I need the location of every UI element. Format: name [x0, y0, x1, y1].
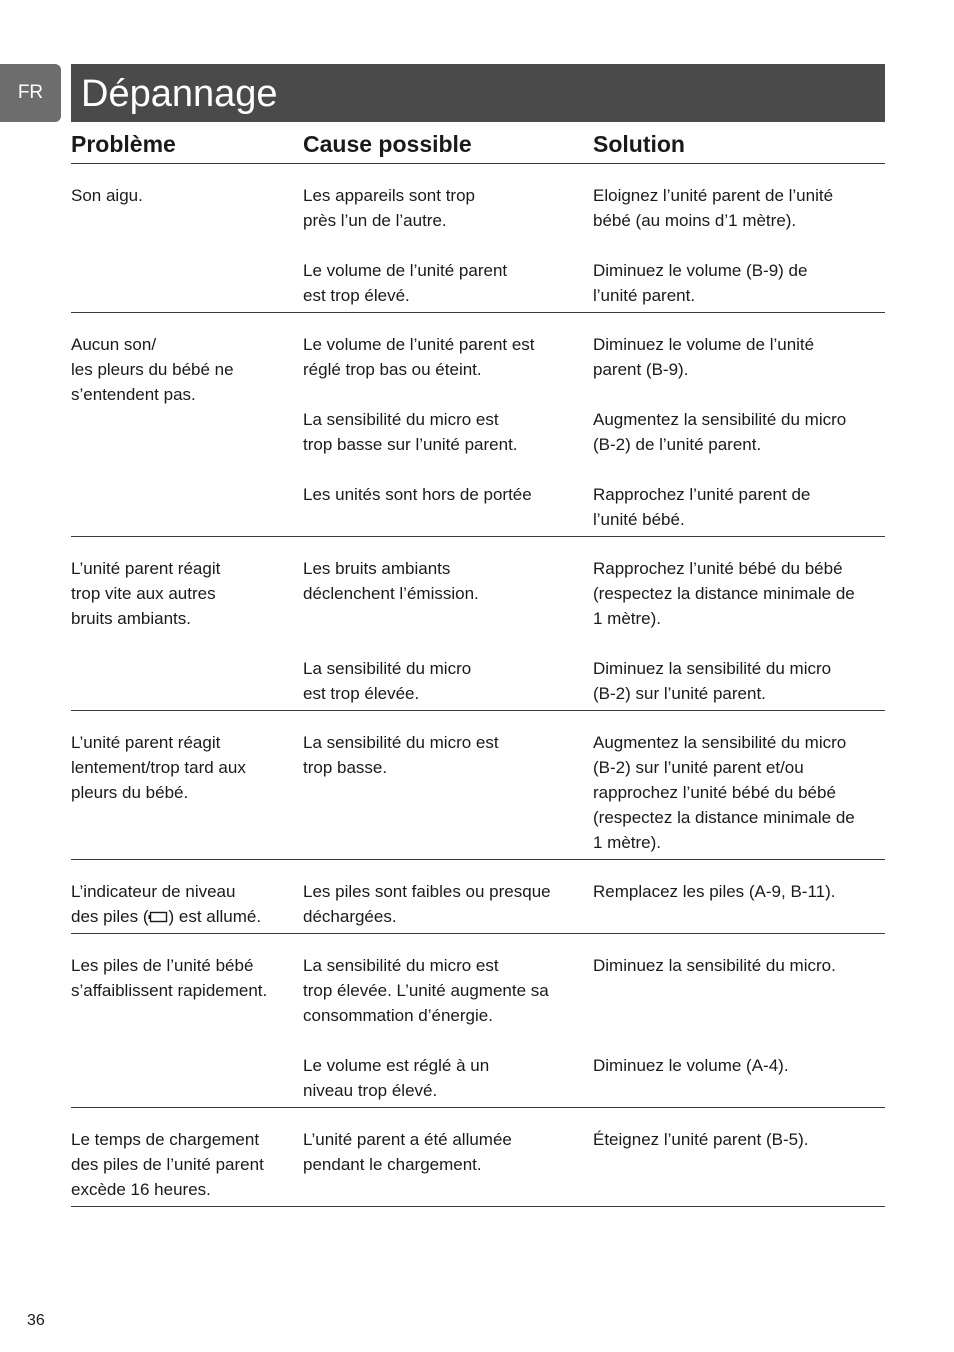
solution-cell: Augmentez la sensibilité du micro (B-2) sur l’unité parent et/ou rapprochez l’unité bébé du bébé (respectez la distance minimale de 1 mètre).	[593, 733, 855, 852]
table-row	[71, 860, 885, 934]
language-tab: FR	[0, 64, 61, 122]
table-row	[71, 1108, 885, 1207]
cause-solution-pair	[303, 258, 885, 308]
cause-cell: La sensibilité du micro est trop basse.	[303, 733, 499, 777]
title-bar	[71, 64, 885, 122]
cause-cell: Les unités sont hors de portée	[303, 485, 532, 504]
table-row	[71, 164, 885, 313]
cause-solution-pair	[303, 730, 885, 855]
cause-cell: La sensibilité du micro est trop élevée. L’unité augmente sa consommation d’énergie.	[303, 956, 549, 1025]
table-row	[71, 313, 885, 537]
problem-text-after-icon: ) est allumé.	[168, 907, 262, 926]
problem-cell: Son aigu.	[71, 186, 143, 205]
table-row	[71, 711, 885, 860]
cause-solution-pair	[303, 183, 885, 233]
solution-cell: Rapprochez l’unité parent de l’unité bébé.	[593, 485, 811, 529]
solution-cell: Éteignez l’unité parent (B-5).	[593, 1130, 809, 1149]
cause-solution-pair	[303, 482, 885, 532]
cause-cell: La sensibilité du micro est trop élevée.	[303, 659, 472, 703]
header-problem: Problème	[71, 131, 176, 157]
page-title: Dépannage	[81, 73, 278, 115]
cause-cell: Le volume est réglé à un niveau trop élevé.	[303, 1056, 490, 1100]
header-cause: Cause possible	[303, 131, 472, 157]
cause-cell: La sensibilité du micro est trop basse sur l’unité parent.	[303, 410, 518, 454]
cause-solution-pair	[303, 407, 885, 457]
solution-cell: Augmentez la sensibilité du micro (B-2) de l’unité parent.	[593, 410, 847, 454]
cause-solution-pair	[303, 1127, 885, 1177]
header-solution: Solution	[593, 131, 685, 157]
problem-cell: L’unité parent réagit lentement/trop tard aux pleurs du bébé.	[71, 733, 246, 802]
cause-cell: Le volume de l’unité parent est trop élevé.	[303, 261, 508, 305]
cause-cell: Les appareils sont trop près l’un de l’autre.	[303, 186, 475, 230]
solution-cell: Eloignez l’unité parent de l’unité bébé (au moins d’1 mètre).	[593, 186, 834, 230]
cause-solution-pair	[303, 556, 885, 631]
problem-cell: L’unité parent réagit trop vite aux autres bruits ambiants.	[71, 559, 221, 628]
problem-cell	[71, 879, 303, 929]
table-header	[71, 126, 885, 164]
problem-cell: Le temps de chargement des piles de l’unité parent excède 16 heures.	[71, 1130, 264, 1199]
cause-solution-pair	[303, 953, 885, 1028]
cause-solution-pair	[303, 1053, 885, 1103]
problem-text-before-icon: L’indicateur de niveau des piles (	[71, 882, 236, 926]
cause-cell: Les piles sont faibles ou presque déchargées.	[303, 882, 551, 926]
problem-cell: Les piles de l’unité bébé s’affaiblissent rapidement.	[71, 956, 268, 1000]
cause-cell: Les bruits ambiants déclenchent l’émission.	[303, 559, 479, 603]
table-row	[71, 934, 885, 1108]
troubleshooting-table	[71, 126, 885, 1207]
cause-solution-pair	[303, 879, 885, 929]
cause-solution-pair	[303, 656, 885, 706]
solution-cell: Diminuez la sensibilité du micro (B-2) sur l’unité parent.	[593, 659, 832, 703]
solution-cell: Rapprochez l’unité bébé du bébé (respectez la distance minimale de 1 mètre).	[593, 559, 855, 628]
solution-cell: Diminuez le volume (A-4).	[593, 1056, 789, 1075]
solution-cell: Diminuez la sensibilité du micro.	[593, 956, 836, 975]
solution-cell: Diminuez le volume (B-9) de l’unité parent.	[593, 261, 808, 305]
solution-cell: Diminuez le volume de l’unité parent (B-9).	[593, 335, 815, 379]
battery-empty-icon	[148, 911, 168, 923]
cause-solution-pair	[303, 332, 885, 382]
problem-cell: Aucun son/ les pleurs du bébé ne s’entendent pas.	[71, 335, 234, 404]
solution-cell: Remplacez les piles (A-9, B-11).	[593, 882, 836, 901]
cause-cell: Le volume de l’unité parent est réglé trop bas ou éteint.	[303, 335, 535, 379]
cause-cell: L’unité parent a été allumée pendant le chargement.	[303, 1130, 512, 1174]
table-row	[71, 537, 885, 711]
page-number: 36	[27, 1312, 45, 1329]
